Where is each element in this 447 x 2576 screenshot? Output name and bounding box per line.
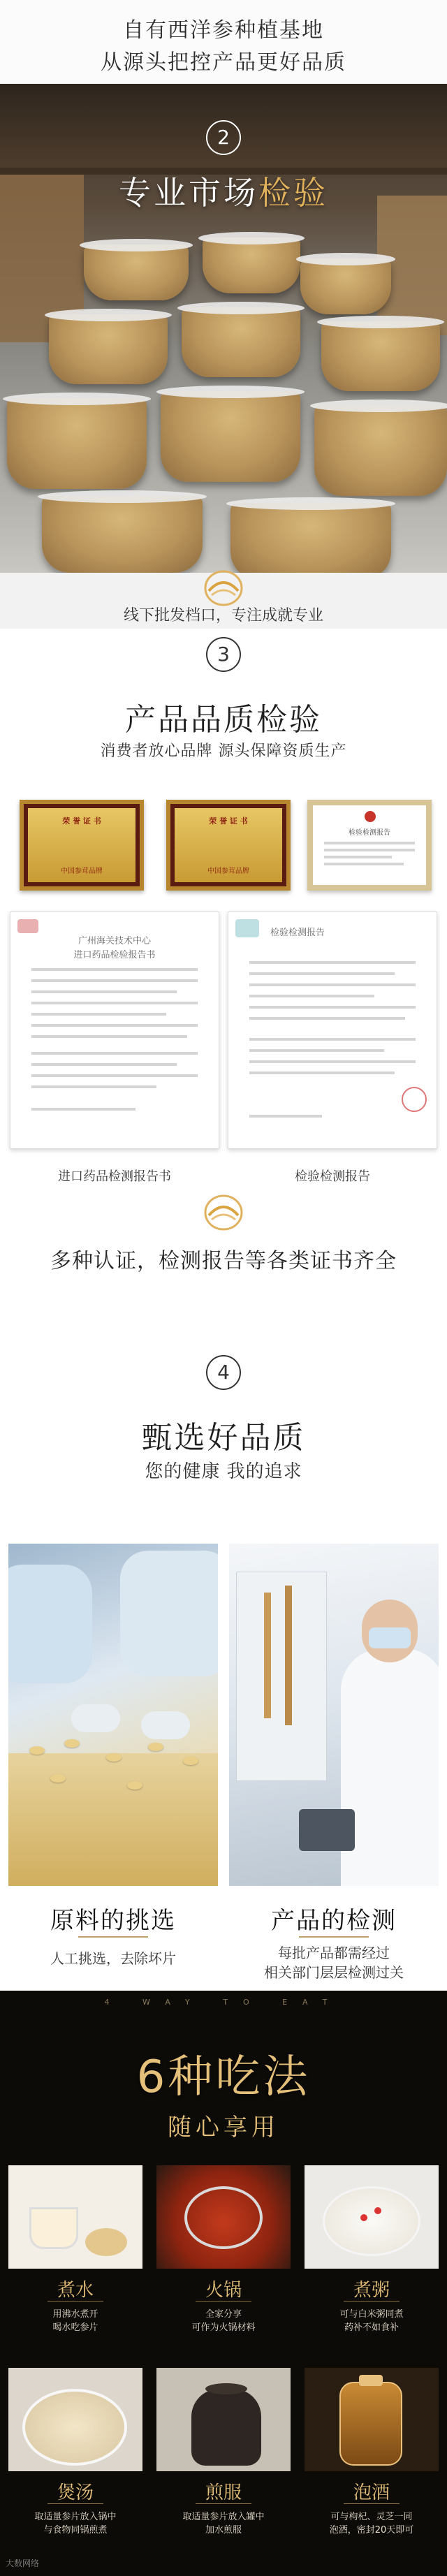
certificate-title: 荣 誉 证 书 [209, 817, 248, 826]
manual-sorting-photo [8, 1544, 218, 1886]
face-mask [369, 1627, 411, 1648]
method-desc-line: 可与枸杞、灵芝一同 [330, 2512, 413, 2522]
emblem-icon [365, 811, 376, 822]
boiled-water-photo [8, 2165, 142, 2269]
text-line [31, 1074, 198, 1077]
ways-title: 6种吃法 [136, 2051, 311, 2103]
text-line [31, 1024, 198, 1027]
ginseng-slice [183, 1757, 198, 1765]
step-number-2: 2 [206, 120, 241, 155]
method-desc-line: 可作为火锅材料 [191, 2322, 256, 2333]
report-cert-title: 检验检测报告 [349, 829, 390, 837]
porridge-photo [305, 2165, 439, 2269]
method-name: 火锅 [205, 2280, 242, 2301]
ways-subtitle: 随心享用 [168, 2114, 279, 2142]
market-caption: 线下批发档口，专注成就专业 [123, 607, 323, 624]
brand-swirl-icon [199, 1192, 248, 1234]
method-desc [156, 2308, 291, 2334]
selection-section [0, 1327, 447, 1991]
text-line [324, 863, 403, 865]
quality-title: 产品品质检验 [125, 702, 322, 738]
origin-line-2: 从源头把控产品更好品质 [101, 50, 346, 75]
text-line [31, 1108, 135, 1111]
product-test-desc-2: 相关部门层层检测过关 [264, 1964, 404, 1981]
ginseng-slice [64, 1739, 80, 1748]
selection-subtitle: 您的健康 我的追求 [145, 1461, 302, 1482]
method-desc-line: 加水煎服 [205, 2525, 242, 2535]
market-title-highlight: 检验 [258, 174, 328, 212]
ginseng-bag [161, 391, 300, 482]
ginseng-bag [182, 307, 300, 377]
origin-line-1: 自有西洋参种植基地 [123, 18, 324, 43]
text-line [31, 1013, 167, 1016]
card-divider [196, 2503, 251, 2504]
text-line [249, 1071, 395, 1074]
ginseng-bag [7, 398, 147, 489]
ways-to-eat-label: 4 WAY TO EAT [104, 1998, 343, 2007]
method-desc-line: 泡酒，密封20天即可 [329, 2525, 414, 2535]
lab-logo-icon [235, 919, 259, 937]
jar-lid [359, 2375, 383, 2386]
test-doc-caption: 检验检测报告 [295, 1169, 370, 1184]
method-desc-line: 药补不如食补 [344, 2322, 399, 2333]
decoction-photo [156, 2368, 291, 2471]
method-name: 煎服 [205, 2482, 242, 2503]
honor-certificate-2 [166, 800, 291, 891]
ginseng-slice [50, 1774, 66, 1783]
certificate-panel [175, 808, 282, 882]
ginseng-bag [49, 314, 168, 384]
import-doc-caption: 进口药品检测报告书 [58, 1169, 171, 1184]
title-underline [78, 1936, 148, 1938]
step-number-3: 3 [206, 637, 241, 672]
text-line [31, 1063, 177, 1066]
text-line [31, 990, 177, 993]
text-line [249, 1006, 416, 1009]
raw-material-desc: 人工挑选，去除坏片 [50, 1950, 176, 1967]
ginseng-slices [85, 2228, 127, 2256]
hotpot-bowl [184, 2186, 263, 2249]
watermark-text: 大数网络 [6, 2559, 40, 2568]
ginseng-root [285, 1586, 292, 1725]
wine-photo [305, 2368, 439, 2471]
step-number-4: 4 [206, 1355, 241, 1390]
selection-title: 甄选好品质 [141, 1420, 306, 1456]
method-desc-line: 全家分享 [205, 2309, 242, 2320]
wine-jar [339, 2382, 402, 2466]
method-desc-line: 取适量参片放入罐中 [182, 2512, 265, 2522]
test-report-certificate [307, 800, 432, 891]
ginseng-bag [300, 258, 391, 314]
ginseng-bag [84, 244, 189, 300]
doc-title: 检验检测报告 [270, 928, 325, 938]
method-desc-line: 取适量参片放入锅中 [34, 2512, 117, 2522]
ginseng-slice [106, 1753, 122, 1762]
quality-subtitle: 消费者放心品牌 源头保障资质生产 [100, 742, 347, 760]
ginseng-root [264, 1593, 271, 1718]
text-line [249, 1017, 406, 1020]
text-line [249, 961, 416, 964]
brand-swirl-icon [199, 567, 248, 609]
goji-berry [374, 2207, 381, 2214]
text-line [249, 1038, 416, 1041]
gloved-hand [141, 1711, 190, 1739]
ginseng-slice [29, 1746, 45, 1755]
text-line [31, 968, 198, 971]
method-desc-line: 用沸水煮开 [52, 2309, 98, 2320]
ginseng-slice [127, 1781, 142, 1790]
text-line [31, 1085, 156, 1088]
method-desc [156, 2510, 291, 2537]
lab-technician [341, 1648, 439, 1886]
ginseng-slices-pile [8, 1753, 218, 1886]
certificate-footer: 中国参茸品牌 [207, 868, 249, 875]
raw-material-title: 原料的挑选 [50, 1907, 176, 1935]
lab-testing-photo [229, 1544, 439, 1886]
text-line [31, 1052, 198, 1055]
honor-certificate-1 [20, 800, 144, 891]
text-line [249, 972, 395, 975]
ginseng-bag [42, 496, 203, 573]
text-line [31, 979, 198, 982]
title-underline [299, 1936, 369, 1938]
market-caption-band [0, 573, 447, 629]
worker-figure [8, 1565, 92, 1683]
porridge-bowl [323, 2186, 420, 2256]
text-line [31, 1035, 188, 1038]
text-line [249, 995, 374, 997]
method-desc-line: 与食物同锅煎煮 [43, 2525, 108, 2535]
pot-lid [205, 2383, 247, 2394]
ginseng-bag [203, 237, 300, 293]
soup-bowl [22, 2389, 127, 2466]
text-line [249, 1060, 416, 1063]
market-title-text: 专业市场 [119, 174, 258, 212]
product-test-title: 产品的检测 [271, 1907, 397, 1935]
ginseng-bag [321, 321, 440, 391]
certificate-panel [28, 808, 135, 882]
quality-inspection-section [0, 629, 447, 1327]
method-desc-line: 喝水吃参片 [52, 2322, 98, 2333]
text-line [249, 983, 416, 986]
worker-figure [120, 1551, 218, 1676]
doc-title: 进口药品检验报告书 [73, 950, 156, 960]
market-inspection-photo [0, 84, 447, 573]
ginseng-bag [314, 405, 447, 496]
import-inspection-document [10, 912, 219, 1149]
method-desc [8, 2510, 142, 2537]
card-divider [47, 2503, 103, 2504]
lab-logo-icon [17, 919, 38, 933]
certificate-title: 荣 誉 证 书 [62, 817, 101, 826]
ways-to-eat-section [0, 1991, 447, 2576]
lab-fume-hood [236, 1572, 327, 1781]
soup-photo [8, 2368, 142, 2471]
gloved-hand [71, 1704, 120, 1732]
certification-caption: 多种认证，检测报告等各类证书齐全 [50, 1249, 397, 1273]
text-line [324, 842, 415, 844]
method-name: 泡酒 [353, 2482, 390, 2503]
method-name: 煲汤 [57, 2482, 94, 2503]
goji-berry [360, 2214, 367, 2221]
method-name: 煮粥 [353, 2280, 390, 2301]
ginseng-slice [148, 1743, 163, 1751]
hotpot-photo [156, 2165, 291, 2269]
ginseng-bag [230, 503, 391, 573]
stamp-icon [402, 1087, 427, 1112]
signature-line [249, 1115, 322, 1118]
method-desc [305, 2510, 439, 2537]
clay-pot [191, 2389, 261, 2466]
market-title [0, 168, 447, 214]
text-line [324, 856, 392, 858]
method-desc-line: 可与白米粥同煮 [339, 2309, 404, 2320]
origin-heading-section [0, 0, 447, 84]
text-line [249, 1049, 385, 1052]
text-line [324, 849, 415, 851]
method-name: 煮水 [57, 2280, 94, 2301]
test-report-document [228, 912, 437, 1149]
glass-cup [29, 2207, 78, 2249]
certificate-footer: 中国参茸品牌 [61, 868, 103, 875]
product-test-desc-1: 每批产品都需经过 [278, 1945, 390, 1961]
doc-org: 广州海关技术中心 [78, 936, 151, 946]
lab-equipment [299, 1809, 355, 1851]
text-line [31, 1002, 198, 1004]
method-desc [305, 2308, 439, 2334]
card-divider [344, 2503, 400, 2504]
method-desc [8, 2308, 142, 2334]
